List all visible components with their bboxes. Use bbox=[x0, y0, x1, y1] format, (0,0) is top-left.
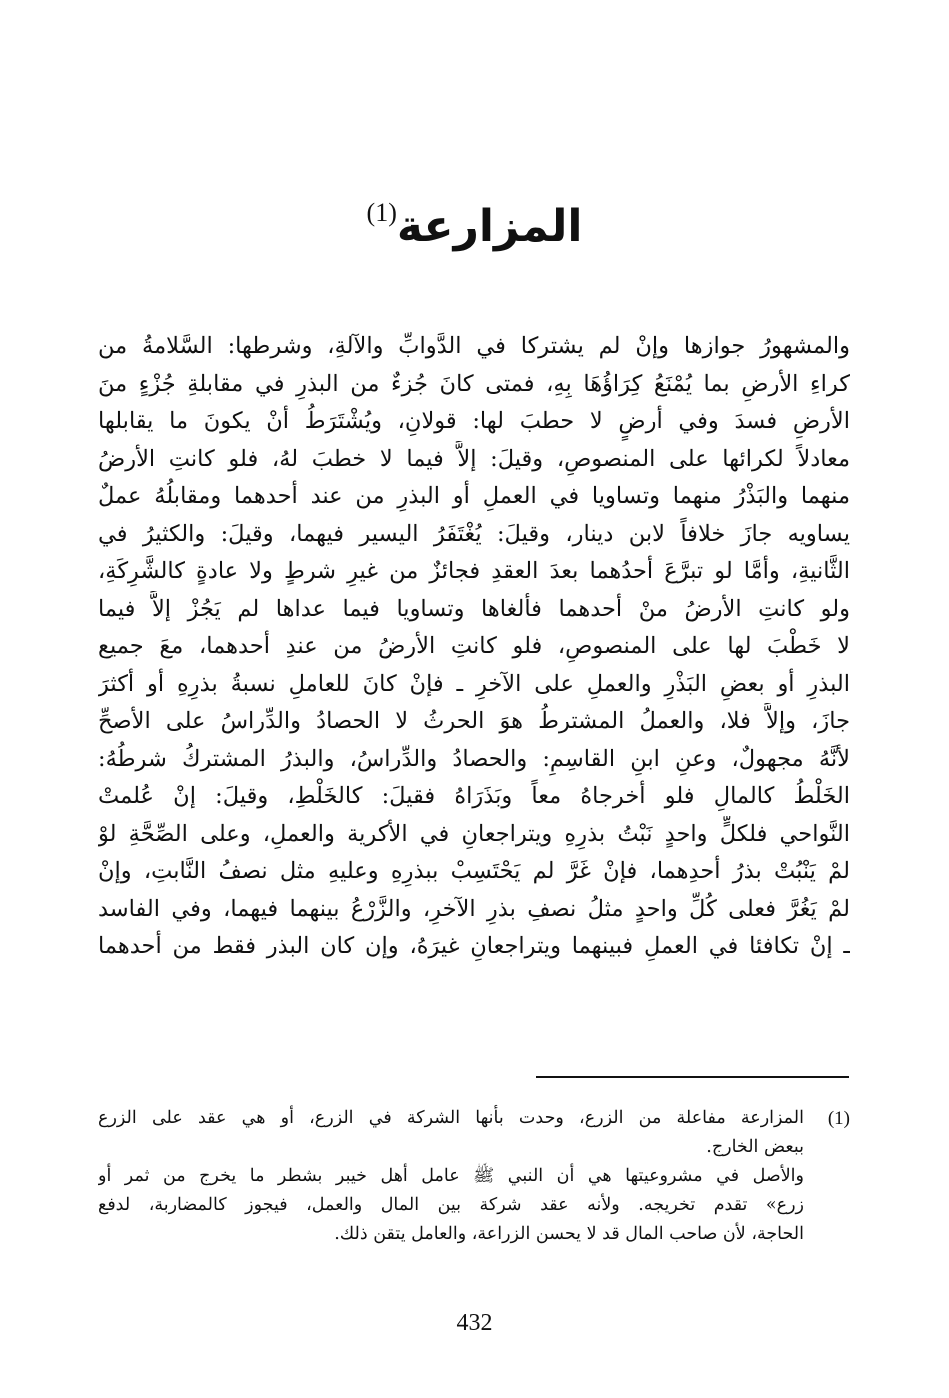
text-line: البذرِ أو بعضِ البَذْرِ والعملِ على الآخرِ ـ فإنْ كانَ للعاملِ نسبةُ بذرِهِ أو أكثرَ bbox=[98, 670, 850, 697]
footnote-body bbox=[98, 1104, 804, 1162]
text-line: منهما والبَذْرُ منهما وتساويا في العملِ أو البذرِ من عند أحدهما ومقابلُهُ عملٌ bbox=[98, 483, 850, 509]
text-line: لمْ يَغُرَّ فعلى كُلِّ واحدٍ مثلُ نصفِ بذرِ الآخرِ، والزَّرْعُ بينهما فيهما، وفي الفاسد bbox=[98, 895, 850, 922]
text-line: لمْ يَنْبُتْ بذرُ أحدِهما، فإنْ غَرَّ لم يَحْتَسِبْ ببذرِهِ وعليهِ مثل نصفُ النَّابتِ، وإنْ bbox=[98, 858, 850, 884]
footnote-line: زرع» تقدم تخريجه. ولأنه عقد شركة بين المال والعمل، فيجوز كالمضاربة، لدفع bbox=[98, 1195, 804, 1215]
page-number: 432 bbox=[456, 1310, 493, 1336]
text-line: يساويه جازَ خلافاً لابن دينار، وقيلَ: يُغْتَفَرُ اليسير فيهما، وقيلَ: والكثيرُ في bbox=[98, 520, 850, 547]
footnote-line: الحاجة، لأن صاحب المال قد لا يحسن الزراعة، والعامل يتقن ذلك. bbox=[334, 1224, 804, 1244]
footnote-body bbox=[98, 1162, 804, 1249]
footnote-line: ببعض الخارج. bbox=[706, 1137, 804, 1157]
footnote-line: المزارعة مفاعلة من الزرع، وحدت بأنها الشركة في الزرع، أو هي عقد على الزرع bbox=[98, 1108, 804, 1128]
text-line: لأنَّهُ مجهولٌ، وعنِ ابنِ القاسِمِ: والحصادُ والدِّراسُ، والبذرُ المشتركُ شرطُهُ: bbox=[98, 745, 850, 772]
text-line: ولو كانتِ الأرضُ منْ أحدهما فألغاها وتساويا فيما عداها لم يَجُزْ إلاَّ فيما bbox=[98, 595, 850, 622]
footnote-line: والأصل في مشروعيتها هي أن النبي ﷺ عامل أهل خيبر بشطر ما يخرج من ثمر أو bbox=[98, 1166, 804, 1186]
chapter-footnote-marker: (1) bbox=[366, 198, 397, 227]
text-line: الأرضِ فسدَ وفي أرضٍ لا حطبَ لها: قولانِ، ويُشْتَرَطُ أنْ يكونَ ما يقابلها bbox=[98, 408, 850, 434]
footnote-separator bbox=[536, 1076, 849, 1078]
text-line: لا خَطْبَ لها على المنصوصِ، فلو كانتِ الأرضُ من عندِ أحدهما، معَ جميع bbox=[98, 633, 850, 659]
text-line: النَّواحي فلكلٍّ واحدٍ نَبْتُ بذرِهِ ويتراجعانِ في الأكرية والعملِ، وعلى الصِّحَّةِ لوْ bbox=[98, 820, 850, 847]
footnote-item bbox=[98, 1104, 850, 1162]
text-line: الثَّانيةِ، وأمَّا لو تبرَّعَ أحدُهما بعدَ العقدِ فجائزٌ من غيرِ شرطٍ ولا عادةٍ كالشَّرِكَةِ، bbox=[98, 558, 850, 584]
text-line: معادلاً لكرائها على المنصوصِ، وقيلَ: إلاَّ فيما لا خطبَ لهُ، فلو كانتِ الأرضُ bbox=[98, 445, 850, 472]
footnotes bbox=[98, 1104, 850, 1249]
footnote-continuation bbox=[98, 1162, 850, 1249]
footnote-number: (1) bbox=[827, 1108, 850, 1129]
chapter-title-text: المزارعة bbox=[396, 201, 583, 252]
text-line: جازَ، وإلاَّ فلا، والعملُ المشترطُ هوَ الحرثُ لا الحصادُ والدِّراسُ على الأصحِّ bbox=[98, 708, 850, 734]
main-text bbox=[98, 328, 850, 966]
text-line: كراءِ الأرضِ بما يُمْنَعُ كِرَاؤُهَا بِهِ، فمتى كانَ جُزءٌ من البذرِ في مقابلةِ جُزْءٍ منَ bbox=[98, 370, 850, 397]
text-line: ـ إنْ تكافئا في العملِ فبينهما ويتراجعانِ غيرَهُ، وإن كان البذر فقط من أحدهما bbox=[98, 933, 850, 959]
text-line: الخَلْطُ كالمالِ فلو أخرجاهُ معاً وبَذَرَاهُ فقيلَ: كالخَلْطِ، وقيلَ: إنْ عُلمتْ bbox=[98, 783, 850, 809]
chapter-title bbox=[0, 178, 949, 262]
text-line: والمشهورُ جوازها وإنْ لم يشتركا في الدَّوابِّ والآلةِ، وشرطها: السَّلامةُ من bbox=[98, 333, 850, 359]
